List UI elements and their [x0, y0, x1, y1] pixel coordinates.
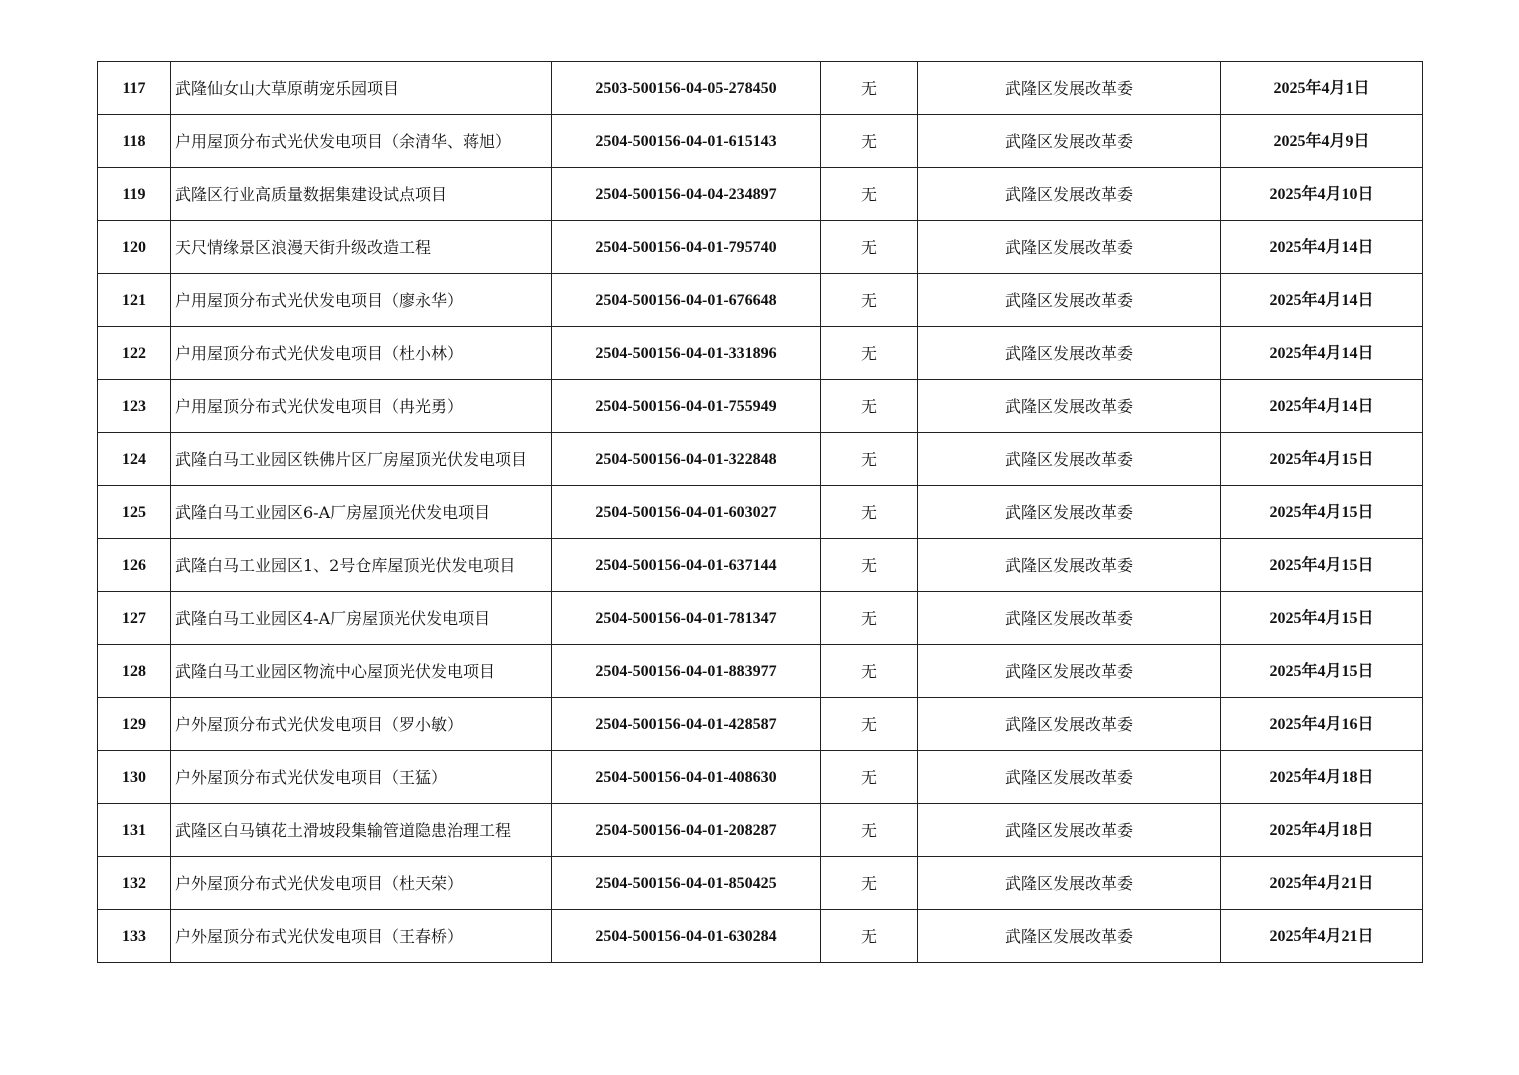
table-row — [98, 698, 1423, 751]
row-number: 133 — [98, 910, 171, 963]
approval-department: 武隆区发展改革委 — [918, 751, 1221, 804]
project-name: 武隆区白马镇花土滑坡段集输管道隐患治理工程 — [171, 804, 552, 857]
table-row — [98, 115, 1423, 168]
row-number: 119 — [98, 168, 171, 221]
filing-date: 2025年4月14日 — [1221, 274, 1423, 327]
table-row — [98, 645, 1423, 698]
approval-department: 武隆区发展改革委 — [918, 274, 1221, 327]
filing-date: 2025年4月15日 — [1221, 645, 1423, 698]
filing-date: 2025年4月18日 — [1221, 751, 1423, 804]
project-code: 2504-500156-04-01-603027 — [552, 486, 821, 539]
table-row — [98, 168, 1423, 221]
project-code: 2504-500156-04-01-428587 — [552, 698, 821, 751]
table-row — [98, 486, 1423, 539]
row-number: 129 — [98, 698, 171, 751]
table-row — [98, 910, 1423, 963]
row-number: 122 — [98, 327, 171, 380]
remark-cell: 无 — [821, 910, 918, 963]
approval-department: 武隆区发展改革委 — [918, 62, 1221, 115]
approval-department: 武隆区发展改革委 — [918, 221, 1221, 274]
filing-date: 2025年4月14日 — [1221, 221, 1423, 274]
remark-cell: 无 — [821, 433, 918, 486]
remark-cell: 无 — [821, 645, 918, 698]
filing-date: 2025年4月15日 — [1221, 592, 1423, 645]
project-name: 户外屋顶分布式光伏发电项目（杜天荣） — [171, 857, 552, 910]
project-name: 武隆白马工业园区6-A厂房屋顶光伏发电项目 — [171, 486, 552, 539]
project-code: 2503-500156-04-05-278450 — [552, 62, 821, 115]
project-code: 2504-500156-04-01-408630 — [552, 751, 821, 804]
table-row — [98, 751, 1423, 804]
row-number: 132 — [98, 857, 171, 910]
project-code: 2504-500156-04-01-755949 — [552, 380, 821, 433]
project-code: 2504-500156-04-01-850425 — [552, 857, 821, 910]
project-name: 武隆白马工业园区1、2号仓库屋顶光伏发电项目 — [171, 539, 552, 592]
table-body — [98, 62, 1423, 963]
filing-date: 2025年4月16日 — [1221, 698, 1423, 751]
approval-department: 武隆区发展改革委 — [918, 380, 1221, 433]
row-number: 118 — [98, 115, 171, 168]
remark-cell: 无 — [821, 804, 918, 857]
filing-date: 2025年4月18日 — [1221, 804, 1423, 857]
filing-date: 2025年4月21日 — [1221, 910, 1423, 963]
project-code: 2504-500156-04-01-781347 — [552, 592, 821, 645]
approval-department: 武隆区发展改革委 — [918, 168, 1221, 221]
project-name: 武隆白马工业园区铁佛片区厂房屋顶光伏发电项目 — [171, 433, 552, 486]
approval-department: 武隆区发展改革委 — [918, 857, 1221, 910]
remark-cell: 无 — [821, 486, 918, 539]
table-row — [98, 857, 1423, 910]
approval-department: 武隆区发展改革委 — [918, 804, 1221, 857]
remark-cell: 无 — [821, 115, 918, 168]
remark-cell: 无 — [821, 380, 918, 433]
project-name: 户用屋顶分布式光伏发电项目（杜小林） — [171, 327, 552, 380]
project-code: 2504-500156-04-01-331896 — [552, 327, 821, 380]
filing-date: 2025年4月1日 — [1221, 62, 1423, 115]
row-number: 117 — [98, 62, 171, 115]
row-number: 120 — [98, 221, 171, 274]
project-name: 户用屋顶分布式光伏发电项目（余清华、蒋旭） — [171, 115, 552, 168]
project-name: 武隆白马工业园区4-A厂房屋顶光伏发电项目 — [171, 592, 552, 645]
remark-cell: 无 — [821, 698, 918, 751]
approval-department: 武隆区发展改革委 — [918, 539, 1221, 592]
table-row — [98, 539, 1423, 592]
approval-department: 武隆区发展改革委 — [918, 698, 1221, 751]
project-code: 2504-500156-04-01-630284 — [552, 910, 821, 963]
project-name: 武隆区行业高质量数据集建设试点项目 — [171, 168, 552, 221]
approval-department: 武隆区发展改革委 — [918, 910, 1221, 963]
row-number: 124 — [98, 433, 171, 486]
table-row — [98, 380, 1423, 433]
filing-date: 2025年4月10日 — [1221, 168, 1423, 221]
table-row — [98, 327, 1423, 380]
row-number: 131 — [98, 804, 171, 857]
remark-cell: 无 — [821, 274, 918, 327]
remark-cell: 无 — [821, 751, 918, 804]
row-number: 125 — [98, 486, 171, 539]
project-name: 户用屋顶分布式光伏发电项目（冉光勇） — [171, 380, 552, 433]
project-code: 2504-500156-04-01-208287 — [552, 804, 821, 857]
table-row — [98, 274, 1423, 327]
remark-cell: 无 — [821, 62, 918, 115]
table-row — [98, 433, 1423, 486]
approval-department: 武隆区发展改革委 — [918, 592, 1221, 645]
row-number: 126 — [98, 539, 171, 592]
remark-cell: 无 — [821, 168, 918, 221]
filing-date: 2025年4月15日 — [1221, 539, 1423, 592]
table-row — [98, 592, 1423, 645]
row-number: 127 — [98, 592, 171, 645]
approval-department: 武隆区发展改革委 — [918, 645, 1221, 698]
project-name: 天尺情缘景区浪漫天街升级改造工程 — [171, 221, 552, 274]
filing-date: 2025年4月14日 — [1221, 380, 1423, 433]
project-code: 2504-500156-04-01-615143 — [552, 115, 821, 168]
project-code: 2504-500156-04-01-883977 — [552, 645, 821, 698]
row-number: 130 — [98, 751, 171, 804]
project-name: 户外屋顶分布式光伏发电项目（王猛） — [171, 751, 552, 804]
filing-date: 2025年4月14日 — [1221, 327, 1423, 380]
project-code: 2504-500156-04-01-795740 — [552, 221, 821, 274]
project-name: 武隆仙女山大草原萌宠乐园项目 — [171, 62, 552, 115]
filing-date: 2025年4月21日 — [1221, 857, 1423, 910]
approval-department: 武隆区发展改革委 — [918, 433, 1221, 486]
table-row — [98, 804, 1423, 857]
project-name: 户外屋顶分布式光伏发电项目（王春桥） — [171, 910, 552, 963]
remark-cell: 无 — [821, 327, 918, 380]
project-name: 武隆白马工业园区物流中心屋顶光伏发电项目 — [171, 645, 552, 698]
project-name: 户外屋顶分布式光伏发电项目（罗小敏） — [171, 698, 552, 751]
table-row — [98, 221, 1423, 274]
table-row — [98, 62, 1423, 115]
project-code: 2504-500156-04-01-637144 — [552, 539, 821, 592]
row-number: 128 — [98, 645, 171, 698]
filing-date: 2025年4月9日 — [1221, 115, 1423, 168]
project-code: 2504-500156-04-04-234897 — [552, 168, 821, 221]
filing-date: 2025年4月15日 — [1221, 433, 1423, 486]
remark-cell: 无 — [821, 592, 918, 645]
filing-date: 2025年4月15日 — [1221, 486, 1423, 539]
approval-department: 武隆区发展改革委 — [918, 327, 1221, 380]
approval-department: 武隆区发展改革委 — [918, 115, 1221, 168]
remark-cell: 无 — [821, 221, 918, 274]
project-name: 户用屋顶分布式光伏发电项目（廖永华） — [171, 274, 552, 327]
project-code: 2504-500156-04-01-322848 — [552, 433, 821, 486]
remark-cell: 无 — [821, 857, 918, 910]
row-number: 123 — [98, 380, 171, 433]
project-code: 2504-500156-04-01-676648 — [552, 274, 821, 327]
remark-cell: 无 — [821, 539, 918, 592]
project-registry-table — [97, 61, 1423, 963]
row-number: 121 — [98, 274, 171, 327]
approval-department: 武隆区发展改革委 — [918, 486, 1221, 539]
